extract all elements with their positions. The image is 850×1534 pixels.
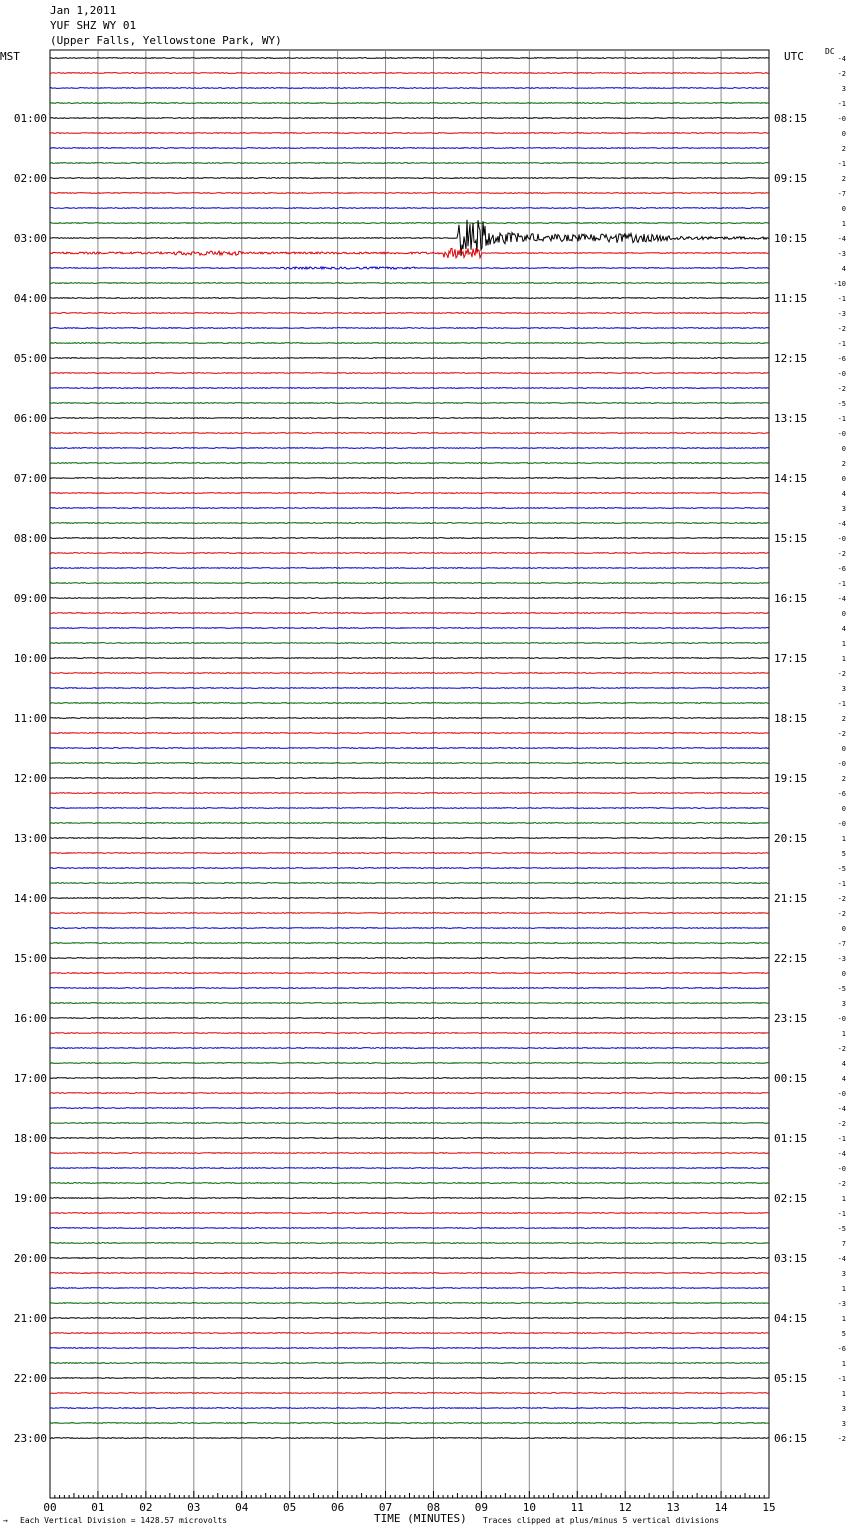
dc-offset-label: -4: [837, 235, 846, 243]
dc-offset-label: 4: [841, 265, 846, 273]
seismic-trace: [50, 898, 769, 899]
dc-offset-label: -1: [837, 700, 846, 708]
dc-offset-label: -1: [837, 880, 846, 888]
dc-offset-label: 0: [841, 130, 846, 138]
x-axis-title: TIME (MINUTES): [374, 1512, 467, 1525]
seismic-trace: [50, 73, 769, 74]
dc-offset-label: 0: [841, 925, 846, 933]
dc-offset-label: 1: [841, 1195, 846, 1203]
mst-hour-label: 14:00: [13, 892, 47, 905]
station-code: YUF SHZ WY 01: [50, 19, 137, 32]
seismic-trace: [50, 988, 769, 989]
utc-hour-label: 22:15: [774, 952, 808, 965]
dc-offset-label: 3: [841, 505, 846, 513]
dc-offset-label: -2: [837, 730, 846, 738]
seismic-trace: [50, 883, 769, 884]
seismic-trace: [50, 1288, 769, 1289]
dc-offset-label: 1: [841, 640, 846, 648]
seismic-trace: [50, 1318, 769, 1319]
dc-offset-label: -1: [837, 580, 846, 588]
seismic-trace: [50, 793, 769, 794]
dc-offset-label: -4: [837, 1105, 846, 1113]
seismic-trace: [50, 868, 769, 869]
mst-hour-label: 05:00: [13, 352, 47, 365]
dc-offset-label: -0: [837, 535, 846, 543]
seismic-trace: [50, 193, 769, 194]
seismic-trace: [50, 628, 769, 629]
dc-offset-label: 1: [841, 1030, 846, 1038]
seismic-trace: [50, 1153, 769, 1154]
mst-hour-label: 21:00: [13, 1312, 47, 1325]
dc-offset-label: 2: [841, 145, 846, 153]
x-tick-label: 12: [618, 1501, 632, 1514]
x-tick-label: 00: [43, 1501, 57, 1514]
seismic-trace: [50, 1408, 769, 1409]
dc-offset-label: 5: [841, 1330, 846, 1338]
dc-offset-label: -2: [837, 1435, 846, 1443]
seismic-trace: [50, 658, 769, 659]
seismic-trace: [50, 1078, 769, 1079]
mst-hour-label: 20:00: [13, 1252, 47, 1265]
seismic-trace: [50, 148, 769, 149]
seismic-trace: [50, 208, 769, 209]
seismic-trace: [50, 1198, 769, 1199]
dc-offset-label: -5: [837, 865, 846, 873]
dc-offset-label: -1: [837, 340, 846, 348]
seismic-trace: [50, 133, 769, 134]
dc-offset-label: -1: [837, 295, 846, 303]
dc-offset-label: -5: [837, 985, 846, 993]
utc-hour-label: 17:15: [774, 652, 808, 665]
utc-axis-label: UTC: [784, 50, 804, 63]
seismic-trace: [50, 523, 769, 524]
dc-offset-label: 5: [841, 850, 846, 858]
seismic-trace: [50, 613, 769, 614]
seismic-trace: [50, 1108, 769, 1109]
dc-offset-label: -4: [837, 1255, 846, 1263]
utc-hour-label: 23:15: [774, 1012, 808, 1025]
dc-offset-label: 4: [841, 490, 846, 498]
utc-hour-label: 09:15: [774, 172, 808, 185]
dc-offset-label: -3: [837, 310, 846, 318]
mst-hour-label: 04:00: [13, 292, 47, 305]
dc-offset-label: 4: [841, 1060, 846, 1068]
dc-offset-label: -1: [837, 1135, 846, 1143]
dc-offset-label: -1: [837, 1210, 846, 1218]
seismic-trace: [50, 1003, 769, 1004]
utc-hour-label: 15:15: [774, 532, 808, 545]
mst-hour-label: 01:00: [13, 112, 47, 125]
x-tick-label: 13: [666, 1501, 680, 1514]
dc-offset-label: -6: [837, 790, 846, 798]
dc-offset-label: -5: [837, 1225, 846, 1233]
seismic-trace: [50, 103, 769, 104]
dc-offset-label: 3: [841, 1270, 846, 1278]
dc-offset-label: -7: [837, 940, 846, 948]
dc-offset-label: 2: [841, 775, 846, 783]
utc-hour-label: 16:15: [774, 592, 808, 605]
seismic-trace: [50, 1063, 769, 1064]
mst-hour-label: 06:00: [13, 412, 47, 425]
seismic-trace: [50, 358, 769, 359]
seismic-trace: [50, 808, 769, 809]
mst-hour-label: 12:00: [13, 772, 47, 785]
dc-offset-label: -0: [837, 760, 846, 768]
seismic-trace: [50, 568, 769, 569]
seismic-trace: [50, 1048, 769, 1049]
seismic-trace: [50, 493, 769, 494]
seismic-trace: [50, 1228, 769, 1229]
utc-hour-label: 04:15: [774, 1312, 808, 1325]
x-tick-label: 15: [762, 1501, 776, 1514]
seismic-trace: [50, 1093, 769, 1094]
utc-hour-label: 19:15: [774, 772, 808, 785]
seismic-trace: [50, 1258, 769, 1259]
dc-offset-label: 1: [841, 655, 846, 663]
x-tick-label: 03: [187, 1501, 201, 1514]
seismic-trace: [50, 328, 769, 329]
dc-offset-label: 4: [841, 625, 846, 633]
seismic-trace: [50, 58, 769, 59]
seismic-trace: [50, 373, 769, 374]
plot-date: Jan 1,2011: [50, 4, 117, 17]
mst-hour-label: 18:00: [13, 1132, 47, 1145]
seismic-trace: [50, 943, 769, 944]
dc-offset-label: -2: [837, 910, 846, 918]
mst-hour-label: 03:00: [13, 232, 47, 245]
utc-hour-label: 11:15: [774, 292, 808, 305]
x-tick-label: 01: [91, 1501, 105, 1514]
dc-offset-label: -2: [837, 325, 846, 333]
seismic-trace: [50, 733, 769, 734]
seismic-trace: [50, 763, 769, 764]
utc-hour-label: 20:15: [774, 832, 808, 845]
dc-offset-label: 0: [841, 610, 846, 618]
seismic-trace: [50, 748, 769, 749]
plot-frame: [50, 50, 769, 1498]
seismic-trace: [50, 403, 769, 404]
dc-offset-label: -1: [837, 160, 846, 168]
dc-offset-label: 3: [841, 1405, 846, 1413]
seismic-trace: [50, 778, 769, 779]
dc-label: DC: [825, 47, 835, 56]
dc-offset-label: 1: [841, 1390, 846, 1398]
dc-offset-label: -2: [837, 670, 846, 678]
seismic-trace: [50, 538, 769, 539]
seismic-trace: [50, 433, 769, 434]
seismic-trace: [50, 267, 769, 269]
dc-offset-label: 1: [841, 1360, 846, 1368]
dc-offset-label: -1: [837, 1375, 846, 1383]
seismic-trace: [50, 220, 769, 256]
dc-offset-label: -5: [837, 400, 846, 408]
dc-offset-label: 2: [841, 460, 846, 468]
seismic-trace: [50, 823, 769, 824]
scale-note: Each Vertical Division = 1428.57 microvolts: [20, 1516, 228, 1525]
seismic-trace: [50, 688, 769, 689]
x-tick-label: 04: [235, 1501, 249, 1514]
seismic-trace: [50, 928, 769, 929]
seismic-trace: [50, 1393, 769, 1394]
utc-hour-label: 02:15: [774, 1192, 808, 1205]
dc-offset-label: -10: [833, 280, 846, 288]
mst-hour-label: 19:00: [13, 1192, 47, 1205]
seismic-trace: [50, 913, 769, 914]
dc-offset-label: -2: [837, 1180, 846, 1188]
dc-offset-label: -2: [837, 385, 846, 393]
seismic-trace: [50, 1213, 769, 1214]
seismic-trace: [50, 1438, 769, 1439]
seismic-trace: [50, 838, 769, 839]
utc-hour-label: 08:15: [774, 112, 808, 125]
utc-hour-label: 01:15: [774, 1132, 808, 1145]
dc-offset-label: 0: [841, 745, 846, 753]
seismic-trace: [50, 958, 769, 959]
mst-hour-label: 17:00: [13, 1072, 47, 1085]
x-tick-label: 05: [283, 1501, 297, 1514]
seismic-trace: [50, 1183, 769, 1184]
seismic-trace: [50, 853, 769, 854]
seismic-trace: [50, 508, 769, 509]
utc-hour-label: 18:15: [774, 712, 808, 725]
seismic-trace: [50, 1243, 769, 1244]
seismic-trace: [50, 673, 769, 674]
seismic-trace: [50, 1138, 769, 1139]
utc-hour-label: 10:15: [774, 232, 808, 245]
seismic-trace: [50, 1333, 769, 1334]
dc-offset-label: 2: [841, 175, 846, 183]
dc-offset-label: 4: [841, 1075, 846, 1083]
seismic-trace: [50, 388, 769, 389]
dc-offset-label: -6: [837, 1345, 846, 1353]
seismic-trace: [50, 178, 769, 179]
seismic-trace: [50, 298, 769, 299]
dc-offset-label: 7: [841, 1240, 846, 1248]
dc-offset-label: -2: [837, 550, 846, 558]
utc-hour-label: 14:15: [774, 472, 808, 485]
mst-hour-label: 10:00: [13, 652, 47, 665]
x-tick-label: 09: [474, 1501, 489, 1514]
dc-offset-label: -6: [837, 355, 846, 363]
dc-offset-label: -4: [837, 1150, 846, 1158]
seismic-trace: [50, 1033, 769, 1034]
seismic-trace: [50, 88, 769, 89]
x-tick-label: 08: [426, 1501, 441, 1514]
dc-offset-label: 3: [841, 1000, 846, 1008]
mst-hour-label: 07:00: [13, 472, 47, 485]
dc-offset-label: -4: [837, 520, 846, 528]
utc-hour-label: 00:15: [774, 1072, 808, 1085]
x-tick-label: 07: [378, 1501, 393, 1514]
seismic-trace: [50, 1168, 769, 1169]
dc-offset-label: 3: [841, 85, 846, 93]
seismic-trace: [50, 313, 769, 314]
seismic-trace: [50, 718, 769, 719]
seismic-trace: [50, 478, 769, 479]
seismic-trace: [50, 583, 769, 584]
utc-hour-label: 05:15: [774, 1372, 808, 1385]
dc-offset-label: -2: [837, 1120, 846, 1128]
mst-hour-label: 08:00: [13, 532, 47, 545]
utc-hour-label: 13:15: [774, 412, 808, 425]
mst-hour-label: 09:00: [13, 592, 47, 605]
utc-hour-label: 12:15: [774, 352, 808, 365]
seismic-trace: [50, 343, 769, 344]
dc-offset-label: -3: [837, 1300, 846, 1308]
x-tick-label: 14: [714, 1501, 728, 1514]
mst-axis-label: MST: [0, 50, 20, 63]
seismic-trace: [50, 1378, 769, 1379]
seismic-trace: [50, 973, 769, 974]
mst-hour-label: 22:00: [13, 1372, 47, 1385]
dc-offset-label: -2: [837, 70, 846, 78]
x-tick-label: 10: [522, 1501, 536, 1514]
x-tick-label: 02: [139, 1501, 153, 1514]
seismic-trace: [50, 598, 769, 599]
dc-offset-label: 1: [841, 220, 846, 228]
seismic-trace: [50, 553, 769, 554]
seismic-trace: [50, 283, 769, 284]
dc-offset-label: -1: [837, 100, 846, 108]
dc-offset-label: -0: [837, 1090, 846, 1098]
dc-offset-label: 0: [841, 445, 846, 453]
dc-offset-label: -2: [837, 1045, 846, 1053]
seismic-trace: [50, 1303, 769, 1304]
seismic-trace: [50, 1423, 769, 1424]
mst-hour-label: 11:00: [13, 712, 47, 725]
dc-offset-label: -6: [837, 565, 846, 573]
dc-offset-label: -3: [837, 250, 846, 258]
dc-offset-label: -4: [837, 595, 846, 603]
dc-offset-label: -0: [837, 820, 846, 828]
dc-offset-label: -0: [837, 370, 846, 378]
dc-offset-label: -0: [837, 1165, 846, 1173]
x-tick-label: 11: [570, 1501, 584, 1514]
seismic-trace: [50, 448, 769, 449]
dc-offset-label: 3: [841, 685, 846, 693]
seismic-trace: [50, 463, 769, 464]
seismic-trace: [50, 1018, 769, 1019]
dc-offset-label: 2: [841, 715, 846, 723]
seismic-trace: [50, 118, 769, 119]
seismic-trace: [50, 418, 769, 419]
clip-note: Traces clipped at plus/minus 5 vertical divisions: [483, 1516, 720, 1525]
dc-offset-label: -7: [837, 190, 846, 198]
mst-hour-label: 15:00: [13, 952, 47, 965]
dc-offset-label: 0: [841, 205, 846, 213]
dc-offset-label: 1: [841, 835, 846, 843]
dc-offset-label: 0: [841, 970, 846, 978]
dc-offset-label: -3: [837, 955, 846, 963]
utc-hour-label: 06:15: [774, 1432, 808, 1445]
seismic-trace: [50, 1273, 769, 1274]
dc-offset-label: 1: [841, 1315, 846, 1323]
mst-hour-label: 16:00: [13, 1012, 47, 1025]
seismic-trace: [50, 1123, 769, 1124]
dc-offset-label: -0: [837, 430, 846, 438]
dc-offset-label: 0: [841, 805, 846, 813]
seismic-trace: [50, 703, 769, 704]
dc-offset-label: -0: [837, 115, 846, 123]
footer-left-mark: →: [3, 1516, 8, 1525]
x-tick-label: 06: [330, 1501, 345, 1514]
dc-offset-label: -1: [837, 415, 846, 423]
dc-offset-label: -4: [837, 55, 846, 63]
mst-hour-label: 13:00: [13, 832, 47, 845]
seismic-trace: [50, 643, 769, 644]
seismic-trace: [50, 1348, 769, 1349]
seismic-trace: [50, 248, 769, 258]
mst-hour-label: 02:00: [13, 172, 47, 185]
seismic-trace: [50, 223, 769, 224]
dc-offset-label: 1: [841, 1285, 846, 1293]
dc-offset-label: 0: [841, 475, 846, 483]
station-location: (Upper Falls, Yellowstone Park, WY): [50, 34, 282, 47]
utc-hour-label: 03:15: [774, 1252, 808, 1265]
dc-offset-label: 3: [841, 1420, 846, 1428]
seismic-trace: [50, 1363, 769, 1364]
dc-offset-label: -0: [837, 1015, 846, 1023]
dc-offset-label: -2: [837, 895, 846, 903]
mst-hour-label: 23:00: [13, 1432, 47, 1445]
utc-hour-label: 21:15: [774, 892, 808, 905]
seismic-trace: [50, 163, 769, 164]
